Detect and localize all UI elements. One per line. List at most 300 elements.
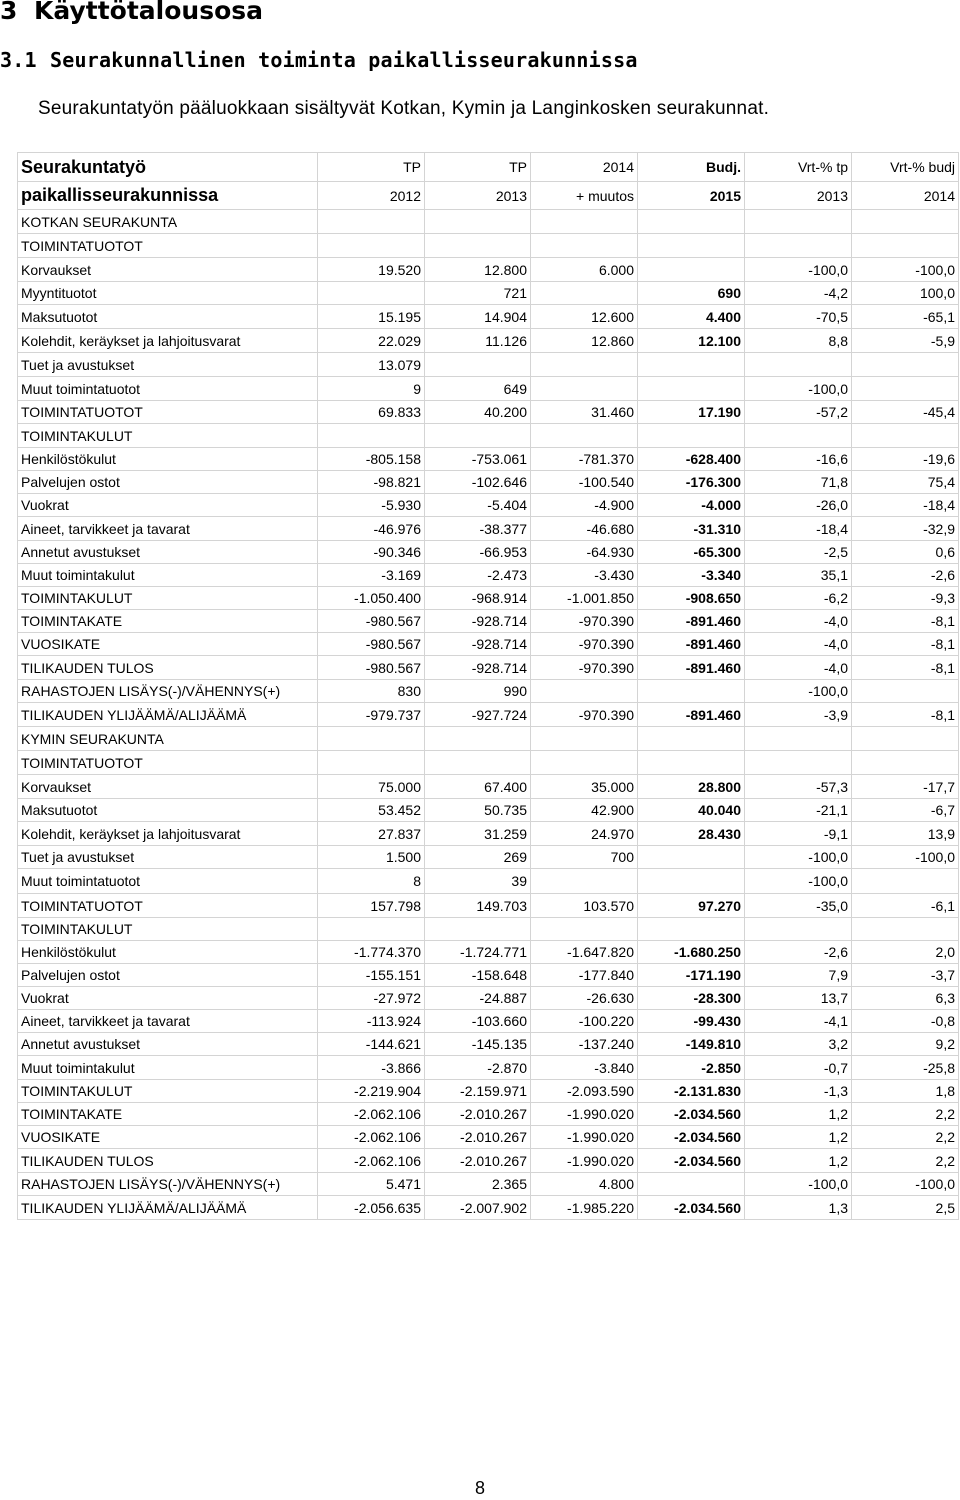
value-cell: -2.010.267 xyxy=(425,1149,531,1173)
value-cell: -176.300 xyxy=(638,471,745,494)
value-cell: 2013 xyxy=(745,182,852,210)
row-label-cell: Tuet ja avustukset xyxy=(18,353,318,377)
row-label-cell: Aineet, tarvikkeet ja tavarat xyxy=(18,517,318,541)
value-cell xyxy=(745,751,852,775)
value-cell: -3.169 xyxy=(318,564,425,587)
row-label-cell: TILIKAUDEN YLIJÄÄMÄ/ALIJÄÄMÄ xyxy=(18,703,318,727)
value-cell: -4.900 xyxy=(531,494,638,517)
value-cell: -2.062.106 xyxy=(318,1103,425,1126)
row-label-cell: Henkilöstökulut xyxy=(18,941,318,964)
value-cell: -27.972 xyxy=(318,987,425,1010)
value-cell: 17.190 xyxy=(638,401,745,424)
value-cell: -9,3 xyxy=(852,587,959,610)
value-cell: -628.400 xyxy=(638,448,745,471)
value-cell: -928.714 xyxy=(425,610,531,633)
value-cell: 53.452 xyxy=(318,799,425,822)
value-cell: -2.062.106 xyxy=(318,1126,425,1149)
value-cell: -4,0 xyxy=(745,656,852,680)
subsection-number: 3.1 xyxy=(0,48,37,72)
value-cell: -3.840 xyxy=(531,1056,638,1080)
value-cell: 2012 xyxy=(318,182,425,210)
value-cell: -137.240 xyxy=(531,1033,638,1056)
value-cell: -144.621 xyxy=(318,1033,425,1056)
value-cell: Vrt-% tp xyxy=(745,153,852,182)
value-cell: 4.400 xyxy=(638,305,745,329)
row-label-cell: TOIMINTATUOTOT xyxy=(18,751,318,775)
value-cell: -24.887 xyxy=(425,987,531,1010)
value-cell: -21,1 xyxy=(745,799,852,822)
table-row xyxy=(18,964,959,987)
value-cell xyxy=(745,727,852,751)
value-cell: 1.500 xyxy=(318,846,425,869)
value-cell xyxy=(852,210,959,234)
value-cell: 13,7 xyxy=(745,987,852,1010)
budget-table xyxy=(17,152,959,1220)
value-cell xyxy=(531,210,638,234)
value-cell: -6,2 xyxy=(745,587,852,610)
value-cell: -26,0 xyxy=(745,494,852,517)
value-cell: -970.390 xyxy=(531,610,638,633)
row-label-cell: Vuokrat xyxy=(18,494,318,517)
value-cell: -980.567 xyxy=(318,656,425,680)
value-cell: -1.680.250 xyxy=(638,941,745,964)
table-row xyxy=(18,234,959,258)
value-cell xyxy=(638,353,745,377)
row-label-cell: TOIMINTAKATE xyxy=(18,610,318,633)
table-row xyxy=(18,703,959,727)
value-cell: -928.714 xyxy=(425,656,531,680)
value-cell: -149.810 xyxy=(638,1033,745,1056)
table-row xyxy=(18,494,959,517)
value-cell: -28.300 xyxy=(638,987,745,1010)
table-row xyxy=(18,846,959,869)
table-row xyxy=(18,1196,959,1220)
value-cell: -99.430 xyxy=(638,1010,745,1033)
table-row xyxy=(18,282,959,305)
row-label-cell: Seurakuntatyö xyxy=(18,153,318,182)
value-cell: -2.093.590 xyxy=(531,1080,638,1103)
value-cell: -2.850 xyxy=(638,1056,745,1080)
value-cell: 1,8 xyxy=(852,1080,959,1103)
table-row xyxy=(18,799,959,822)
value-cell: 14.904 xyxy=(425,305,531,329)
table-row xyxy=(18,424,959,448)
value-cell: -891.460 xyxy=(638,610,745,633)
value-cell xyxy=(745,234,852,258)
value-cell: 24.970 xyxy=(531,822,638,846)
value-cell: -1.990.020 xyxy=(531,1126,638,1149)
value-cell: -177.840 xyxy=(531,964,638,987)
value-cell: -2.131.830 xyxy=(638,1080,745,1103)
value-cell: 9 xyxy=(318,377,425,401)
value-cell: 100,0 xyxy=(852,282,959,305)
value-cell xyxy=(852,353,959,377)
value-cell: 8 xyxy=(318,869,425,894)
value-cell xyxy=(425,353,531,377)
value-cell: 721 xyxy=(425,282,531,305)
value-cell: -100,0 xyxy=(852,258,959,282)
value-cell: -781.370 xyxy=(531,448,638,471)
value-cell xyxy=(531,282,638,305)
value-cell: -4,2 xyxy=(745,282,852,305)
value-cell: -2.062.106 xyxy=(318,1149,425,1173)
value-cell: -3,9 xyxy=(745,703,852,727)
value-cell: 1,3 xyxy=(745,1196,852,1220)
value-cell xyxy=(318,234,425,258)
row-label-cell: Maksutuotot xyxy=(18,799,318,822)
value-cell xyxy=(638,727,745,751)
value-cell: -927.724 xyxy=(425,703,531,727)
value-cell: -145.135 xyxy=(425,1033,531,1056)
value-cell xyxy=(638,918,745,941)
value-cell: -891.460 xyxy=(638,633,745,656)
value-cell: 3,2 xyxy=(745,1033,852,1056)
value-cell: 649 xyxy=(425,377,531,401)
value-cell: -5,9 xyxy=(852,329,959,353)
value-cell xyxy=(531,234,638,258)
row-label-cell: VUOSIKATE xyxy=(18,633,318,656)
table-row xyxy=(18,210,959,234)
row-label-cell: Maksutuotot xyxy=(18,305,318,329)
value-cell: -6,7 xyxy=(852,799,959,822)
value-cell: 9,2 xyxy=(852,1033,959,1056)
value-cell: -66.953 xyxy=(425,541,531,564)
value-cell: -38.377 xyxy=(425,517,531,541)
value-cell: -57,2 xyxy=(745,401,852,424)
table-row xyxy=(18,517,959,541)
value-cell: -17,7 xyxy=(852,775,959,799)
row-label-cell: Annetut avustukset xyxy=(18,1033,318,1056)
value-cell: -2,6 xyxy=(852,564,959,587)
value-cell: 1,2 xyxy=(745,1103,852,1126)
value-cell: -90.346 xyxy=(318,541,425,564)
value-cell: -4,0 xyxy=(745,633,852,656)
value-cell: 5.471 xyxy=(318,1173,425,1196)
value-cell: -0,7 xyxy=(745,1056,852,1080)
value-cell: -25,8 xyxy=(852,1056,959,1080)
row-label-cell: TOIMINTAKULUT xyxy=(18,1080,318,1103)
value-cell: -100,0 xyxy=(745,680,852,703)
value-cell: -100,0 xyxy=(745,846,852,869)
table-row xyxy=(18,1149,959,1173)
value-cell: -5.404 xyxy=(425,494,531,517)
value-cell: 35,1 xyxy=(745,564,852,587)
value-cell: -805.158 xyxy=(318,448,425,471)
value-cell xyxy=(531,751,638,775)
value-cell: -979.737 xyxy=(318,703,425,727)
value-cell: 15.195 xyxy=(318,305,425,329)
value-cell: -103.660 xyxy=(425,1010,531,1033)
row-label-cell: TILIKAUDEN TULOS xyxy=(18,1149,318,1173)
value-cell xyxy=(318,727,425,751)
value-cell xyxy=(531,918,638,941)
value-cell: -18,4 xyxy=(852,494,959,517)
table-row xyxy=(18,941,959,964)
row-label-cell: Henkilöstökulut xyxy=(18,448,318,471)
value-cell: -8,1 xyxy=(852,633,959,656)
value-cell: -970.390 xyxy=(531,633,638,656)
value-cell: 2013 xyxy=(425,182,531,210)
value-cell: -891.460 xyxy=(638,656,745,680)
value-cell: -1.774.370 xyxy=(318,941,425,964)
value-cell: -8,1 xyxy=(852,656,959,680)
value-cell: 830 xyxy=(318,680,425,703)
value-cell xyxy=(531,424,638,448)
value-cell: 690 xyxy=(638,282,745,305)
value-cell: 12.860 xyxy=(531,329,638,353)
row-label-cell: VUOSIKATE xyxy=(18,1126,318,1149)
value-cell xyxy=(852,234,959,258)
value-cell: -0,8 xyxy=(852,1010,959,1033)
value-cell: 71,8 xyxy=(745,471,852,494)
value-cell: -18,4 xyxy=(745,517,852,541)
value-cell xyxy=(531,680,638,703)
section-title: Käyttötalousosa xyxy=(34,0,264,25)
value-cell: TP xyxy=(425,153,531,182)
value-cell: 0,6 xyxy=(852,541,959,564)
table-row xyxy=(18,401,959,424)
row-label-cell: Palvelujen ostot xyxy=(18,964,318,987)
value-cell: -2.034.560 xyxy=(638,1126,745,1149)
value-cell: -19,6 xyxy=(852,448,959,471)
value-cell xyxy=(638,1173,745,1196)
value-cell: -65.300 xyxy=(638,541,745,564)
row-label-cell: TOIMINTAKULUT xyxy=(18,424,318,448)
value-cell: 40.200 xyxy=(425,401,531,424)
value-cell xyxy=(852,918,959,941)
table-row xyxy=(18,822,959,846)
value-cell: -1.647.820 xyxy=(531,941,638,964)
value-cell: -4,0 xyxy=(745,610,852,633)
value-cell: -5.930 xyxy=(318,494,425,517)
row-label-cell: KYMIN SEURAKUNTA xyxy=(18,727,318,751)
table-row xyxy=(18,1033,959,1056)
value-cell: 35.000 xyxy=(531,775,638,799)
value-cell: -45,4 xyxy=(852,401,959,424)
value-cell xyxy=(745,353,852,377)
value-cell xyxy=(318,210,425,234)
value-cell: -32,9 xyxy=(852,517,959,541)
section-heading xyxy=(0,0,263,25)
value-cell: -100,0 xyxy=(852,1173,959,1196)
value-cell: 75.000 xyxy=(318,775,425,799)
value-cell: 103.570 xyxy=(531,894,638,918)
value-cell: -158.648 xyxy=(425,964,531,987)
value-cell: -2.473 xyxy=(425,564,531,587)
value-cell: 12.100 xyxy=(638,329,745,353)
value-cell xyxy=(425,424,531,448)
table-row xyxy=(18,1126,959,1149)
value-cell: 97.270 xyxy=(638,894,745,918)
value-cell: -1.724.771 xyxy=(425,941,531,964)
value-cell: -891.460 xyxy=(638,703,745,727)
row-label-cell: Muut toimintakulut xyxy=(18,564,318,587)
value-cell: -1.990.020 xyxy=(531,1149,638,1173)
value-cell: 700 xyxy=(531,846,638,869)
value-cell: 11.126 xyxy=(425,329,531,353)
value-cell: + muutos xyxy=(531,182,638,210)
value-cell: 2015 xyxy=(638,182,745,210)
value-cell xyxy=(318,918,425,941)
value-cell xyxy=(425,727,531,751)
row-label-cell: Muut toimintakulut xyxy=(18,1056,318,1080)
value-cell: -3.866 xyxy=(318,1056,425,1080)
value-cell: -2.219.904 xyxy=(318,1080,425,1103)
intro-paragraph: Seurakuntatyön pääluokkaan sisältyvät Kotkan, Kymin ja Langinkosken seurakunnat. xyxy=(38,98,770,119)
table-row xyxy=(18,1103,959,1126)
value-cell: -3.430 xyxy=(531,564,638,587)
row-label-cell: Aineet, tarvikkeet ja tavarat xyxy=(18,1010,318,1033)
value-cell xyxy=(638,258,745,282)
value-cell: 42.900 xyxy=(531,799,638,822)
value-cell: -64.930 xyxy=(531,541,638,564)
value-cell xyxy=(638,680,745,703)
table-row xyxy=(18,305,959,329)
value-cell xyxy=(531,377,638,401)
value-cell: 13,9 xyxy=(852,822,959,846)
value-cell: Budj. xyxy=(638,153,745,182)
row-label-cell: Kolehdit, keräykset ja lahjoitusvarat xyxy=(18,822,318,846)
value-cell: TP xyxy=(318,153,425,182)
value-cell xyxy=(425,918,531,941)
value-cell xyxy=(531,353,638,377)
row-label-cell: TILIKAUDEN TULOS xyxy=(18,656,318,680)
value-cell: -968.914 xyxy=(425,587,531,610)
value-cell xyxy=(318,751,425,775)
value-cell xyxy=(318,282,425,305)
value-cell: 8,8 xyxy=(745,329,852,353)
value-cell: 31.259 xyxy=(425,822,531,846)
value-cell xyxy=(638,210,745,234)
row-label-cell: Muut toimintatuotot xyxy=(18,869,318,894)
table-row xyxy=(18,987,959,1010)
value-cell: -4,1 xyxy=(745,1010,852,1033)
value-cell: -8,1 xyxy=(852,703,959,727)
row-label-cell: TOIMINTATUOTOT xyxy=(18,234,318,258)
value-cell: -3,7 xyxy=(852,964,959,987)
value-cell xyxy=(638,751,745,775)
row-label-cell: Tuet ja avustukset xyxy=(18,846,318,869)
value-cell: -928.714 xyxy=(425,633,531,656)
value-cell: 269 xyxy=(425,846,531,869)
table-header-row xyxy=(18,153,959,182)
table-row xyxy=(18,564,959,587)
table-header-row xyxy=(18,182,959,210)
value-cell: -980.567 xyxy=(318,633,425,656)
row-label-cell: paikallisseurakunnissa xyxy=(18,182,318,210)
value-cell: -100,0 xyxy=(745,869,852,894)
value-cell: 7,9 xyxy=(745,964,852,987)
value-cell: -46.976 xyxy=(318,517,425,541)
value-cell xyxy=(852,869,959,894)
table-row xyxy=(18,918,959,941)
value-cell: -8,1 xyxy=(852,610,959,633)
table-row xyxy=(18,1080,959,1103)
value-cell: -1.050.400 xyxy=(318,587,425,610)
value-cell: 6.000 xyxy=(531,258,638,282)
value-cell xyxy=(852,377,959,401)
table-row xyxy=(18,775,959,799)
value-cell: -1.990.020 xyxy=(531,1103,638,1126)
value-cell: 67.400 xyxy=(425,775,531,799)
row-label-cell: Korvaukset xyxy=(18,258,318,282)
value-cell: 6,3 xyxy=(852,987,959,1010)
value-cell: 12.800 xyxy=(425,258,531,282)
value-cell: -753.061 xyxy=(425,448,531,471)
value-cell: 2,5 xyxy=(852,1196,959,1220)
row-label-cell: TOIMINTAKULUT xyxy=(18,918,318,941)
table-row xyxy=(18,1173,959,1196)
value-cell: 1,2 xyxy=(745,1126,852,1149)
value-cell xyxy=(425,751,531,775)
row-label-cell: Kolehdit, keräykset ja lahjoitusvarat xyxy=(18,329,318,353)
row-label-cell: TOIMINTATUOTOT xyxy=(18,894,318,918)
value-cell: 40.040 xyxy=(638,799,745,822)
table-row xyxy=(18,894,959,918)
value-cell xyxy=(638,234,745,258)
value-cell xyxy=(531,869,638,894)
row-label-cell: TOIMINTAKULUT xyxy=(18,587,318,610)
table-row xyxy=(18,541,959,564)
value-cell: -1,3 xyxy=(745,1080,852,1103)
table-row xyxy=(18,587,959,610)
value-cell: -100.540 xyxy=(531,471,638,494)
row-label-cell: Korvaukset xyxy=(18,775,318,799)
value-cell: -70,5 xyxy=(745,305,852,329)
value-cell: -980.567 xyxy=(318,610,425,633)
value-cell: -2.034.560 xyxy=(638,1103,745,1126)
row-label-cell: Palvelujen ostot xyxy=(18,471,318,494)
table-row xyxy=(18,680,959,703)
value-cell: -908.650 xyxy=(638,587,745,610)
table-row xyxy=(18,329,959,353)
value-cell: 39 xyxy=(425,869,531,894)
value-cell xyxy=(318,424,425,448)
value-cell: -2.007.902 xyxy=(425,1196,531,1220)
value-cell: 157.798 xyxy=(318,894,425,918)
value-cell: 2014 xyxy=(852,182,959,210)
value-cell: -31.310 xyxy=(638,517,745,541)
row-label-cell: TOIMINTATUOTOT xyxy=(18,401,318,424)
value-cell: 990 xyxy=(425,680,531,703)
value-cell: -100,0 xyxy=(745,377,852,401)
value-cell: -2.056.635 xyxy=(318,1196,425,1220)
value-cell: 28.430 xyxy=(638,822,745,846)
value-cell: -2.159.971 xyxy=(425,1080,531,1103)
table-row xyxy=(18,633,959,656)
value-cell: -2.034.560 xyxy=(638,1196,745,1220)
value-cell: -65,1 xyxy=(852,305,959,329)
value-cell: 2.365 xyxy=(425,1173,531,1196)
table-row xyxy=(18,377,959,401)
value-cell: -100,0 xyxy=(745,258,852,282)
page-number: 8 xyxy=(474,1478,485,1498)
section-number: 3 xyxy=(0,0,18,25)
value-cell: -2.010.267 xyxy=(425,1103,531,1126)
value-cell xyxy=(638,846,745,869)
value-cell: 13.079 xyxy=(318,353,425,377)
table-row xyxy=(18,1010,959,1033)
value-cell: -2.870 xyxy=(425,1056,531,1080)
value-cell: 2,2 xyxy=(852,1103,959,1126)
value-cell xyxy=(852,751,959,775)
table-row xyxy=(18,727,959,751)
table-row xyxy=(18,656,959,680)
value-cell xyxy=(638,424,745,448)
row-label-cell: TOIMINTAKATE xyxy=(18,1103,318,1126)
value-cell: 22.029 xyxy=(318,329,425,353)
table-row xyxy=(18,869,959,894)
